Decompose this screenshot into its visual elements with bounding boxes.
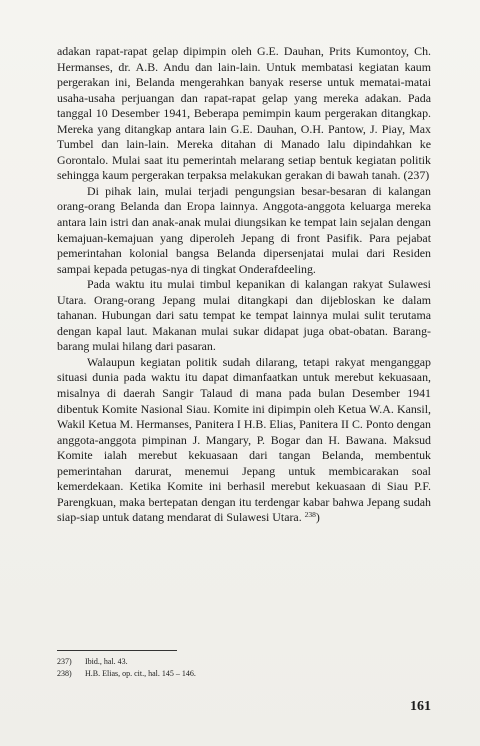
footnotes — [57, 656, 431, 680]
paragraph-3: Pada waktu itu mulai timbul kepanikan di kalangan rakyat Sulawesi Utara. Orang-orang Jepang mulai ditangkapi dan dijebloskan ke dalam tahanan. Hubungan dari satu tempat ke tempat lainnya mulai sulit terutama dengan kapal laut. Makanan mulai sukar didapat juga obat-obatan. Barang-barang mulai hilang dari pasaran. — [57, 277, 431, 354]
footnote-number: 238) — [57, 669, 72, 678]
footnote-text: Ibid., hal. 43. — [85, 657, 128, 666]
footnote-ref-237: 237 — [407, 168, 426, 183]
body-text — [57, 44, 431, 526]
paragraph-1: adakan rapat-rapat gelap dipimpin oleh G.E. Dauhan, Prits Kumontoy, Ch. Hermanses, dr. A.B. Andu dan lain-lain. Untuk membatasi kegiatan kaum pergerakan ini, Belanda mengerahkan banyak reserse untuk mematai-matai usaha-usaha perjuangan dan rapat-rapat gelap yang mereka adakan. Pada tanggal 10 Desember 1941, Beberapa pemimpin kaum pergerakan ditangkap. Mereka yang ditangkap antara lain G.E. Dauhan, O.H. Pantow, J. Piay, Max Tumbel dan lain-lain. Mereka ditahan di Manado lalu dipindahkan ke Gorontalo. Mulai saat itu pemerintah melarang setiap bentuk kegiatan politik sehingga kaum pergerakan terpaksa melakukan gerakan di bawah tanah. (237) — [57, 44, 431, 183]
paragraph-4: Walaupun kegiatan politik sudah dilarang, tetapi rakyat menganggap situasi dunia pada waktu itu dapat dimanfaatkan untuk merebut kekuasaan, misalnya di daerah Sangir Talaud di mana pada bulan Desember 1941 dibentuk Komite Nasional Siau. Komite ini dipimpin oleh Ketua W.A. Kansil, Wakil Ketua M. Hermanses, Panitera I H.B. Elias, Panitera II C. Ponto dengan anggota-anggota pimpinan J. Mangary, P. Bogar dan H. Bawana. Maksud Komite ialah merebut kekuasaan dari tangan Belanda, membentuk pemerintahan darurat, menemui Jepang untuk membicarakan soal kemerdekaan. Ketika Komite ini berhasil merebut kekuasaan di Siau P.F. Parengkuan, maka bertepatan dengan itu terdengar kabar bahwa Jepang sudah siap-siap untuk datang mendarat di Sulawesi Utara. $^{238}$) — [57, 354, 431, 525]
footnote-237 — [57, 656, 431, 668]
paragraph-2: Di pihak lain, mulai terjadi pengungsian besar-besaran di kalangan orang-orang Belanda dan Eropa lainnya. Anggota-anggota keluarga mereka antara lain istri dan anak-anak mulai diungsikan ke tempat lain sejalan dengan kemajuan-kemajuan yang diperoleh Jepang di front Pasifik. Para pejabat pemerintahan kolonial bangsa Belanda dipersenjatai mulai dari Residen sampai kepada petugas-nya di tingkat Onderafdeeling. — [57, 183, 431, 276]
footnote-divider — [57, 650, 177, 651]
footnote-238 — [57, 668, 431, 680]
footnote-text: H.B. Elias, op. cit., hal. 145 – 146. — [85, 669, 196, 678]
footnote-ref-238: 238 — [304, 510, 316, 520]
page-number: 161 — [410, 699, 431, 714]
footnote-number: 237) — [57, 657, 72, 666]
